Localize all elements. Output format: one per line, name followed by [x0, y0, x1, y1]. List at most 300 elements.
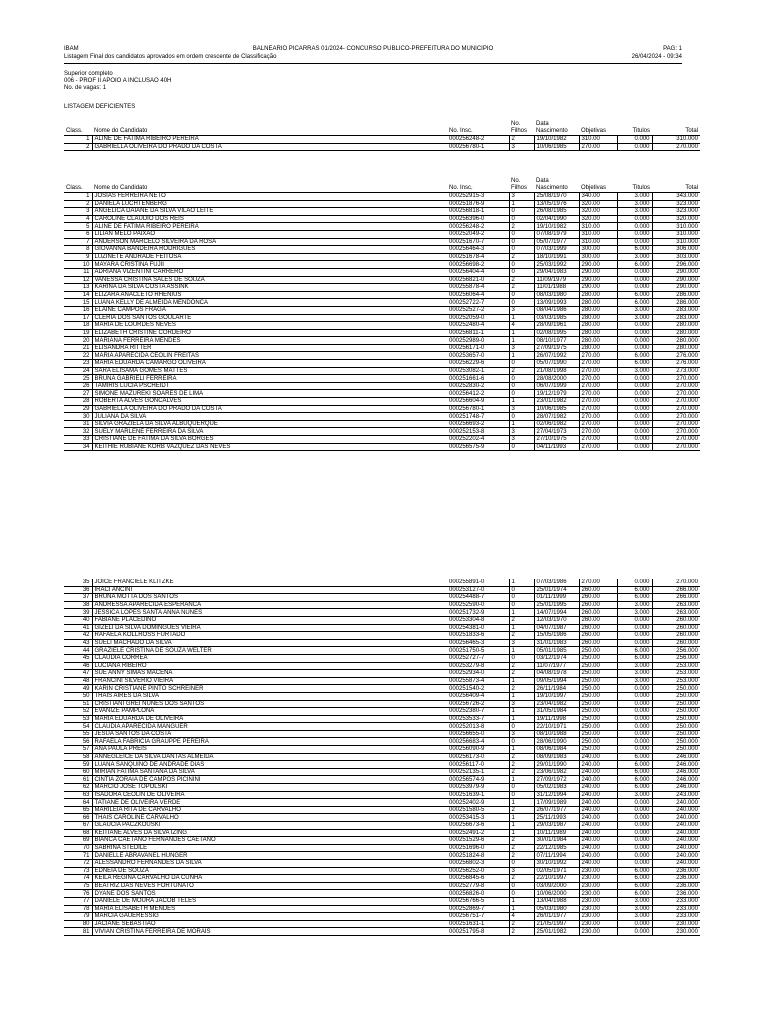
cell-birth: 30/01/1984 [534, 837, 579, 845]
table-row [64, 692, 700, 700]
col-insc-header: No. Insc. [447, 178, 509, 193]
cell-birth: 28/09/1961 [534, 322, 579, 330]
cell-objectives: 250.00 [579, 662, 617, 670]
cell-objectives: 240.00 [579, 852, 617, 860]
cell-children: 2 [509, 276, 534, 284]
cell-birth: 25/01/1995 [534, 601, 579, 609]
cell-children: 2 [509, 632, 534, 640]
cell-name: VIVIAN CRISTINA FERREIRA DE MORAIS [92, 928, 447, 936]
cell-birth: 07/03/1999 [534, 246, 579, 254]
cell-class: 5 [64, 223, 92, 231]
cell-objectives: 240.00 [579, 814, 617, 822]
cell-titles: 6.000 [617, 761, 652, 769]
cell-class: 41 [64, 624, 92, 632]
cell-children: 1 [509, 624, 534, 632]
cell-objectives: 250.00 [579, 692, 617, 700]
cell-class: 36 [64, 586, 92, 594]
cell-titles: 3.000 [617, 662, 652, 670]
cell-name: SABRINA STEDILE [92, 844, 447, 852]
cell-class: 48 [64, 677, 92, 685]
table-row [64, 715, 700, 723]
cell-objectives: 250.00 [579, 700, 617, 708]
cell-children: 3 [509, 193, 534, 201]
cell-birth: 26/01/1977 [534, 913, 579, 921]
cell-name: KARINA DA SILVA COSTA ASSINK [92, 284, 447, 292]
cell-titles: 0.000 [617, 814, 652, 822]
cell-titles: 6.000 [617, 753, 652, 761]
cell-objectives: 230.00 [579, 890, 617, 898]
cell-birth: 03/12/1974 [534, 654, 579, 662]
cell-children: 2 [509, 920, 534, 928]
cell-total: 306.000 [652, 246, 700, 254]
cell-class: 49 [64, 685, 92, 693]
cell-titles: 3.000 [617, 193, 652, 201]
table-row [64, 730, 700, 738]
col-titles-header: Titulos [617, 121, 652, 136]
cell-birth: 04/07/1987 [534, 624, 579, 632]
cell-children: 1 [509, 329, 534, 337]
cell-name: CINTIA ZORAIA DE CAMPOS PICININI [92, 776, 447, 784]
cell-children: 0 [509, 382, 534, 390]
cell-children: 3 [509, 143, 534, 151]
cell-class: 71 [64, 852, 92, 860]
cell-name: ELISANDRA RITTER [92, 344, 447, 352]
cell-class: 69 [64, 837, 92, 845]
cell-birth: 31/01/1983 [534, 639, 579, 647]
cell-objectives: 270.00 [579, 390, 617, 398]
cell-class: 13 [64, 284, 92, 292]
cell-total: 246.000 [652, 776, 700, 784]
cell-children: 0 [509, 215, 534, 223]
cell-insc: 000256252-0 [447, 867, 509, 875]
table-row [64, 344, 700, 352]
cell-name: ALINE DE FATIMA RIBEIRO PEREIRA [92, 136, 447, 144]
cell-children: 0 [509, 586, 534, 594]
cell-class: 61 [64, 776, 92, 784]
cell-titles: 0.000 [617, 344, 652, 352]
cell-name: ELAINE CAMPOS FRAGA [92, 306, 447, 314]
cell-birth: 09/05/1994 [534, 677, 579, 685]
cell-class: 26 [64, 382, 92, 390]
cell-children: 2 [509, 616, 534, 624]
cell-name: TATIANE DE OLIVEIRA VERDE [92, 799, 447, 807]
cell-total: 240.000 [652, 814, 700, 822]
cell-titles: 0.000 [617, 738, 652, 746]
cell-children: 1 [509, 905, 534, 913]
cell-objectives: 270.00 [579, 413, 617, 421]
cell-children: 1 [509, 420, 534, 428]
cell-titles: 6.000 [617, 647, 652, 655]
cell-birth: 28/08/2000 [534, 375, 579, 383]
cell-insc: 000256673-6 [447, 822, 509, 830]
table-row [64, 677, 700, 685]
cell-children: 2 [509, 761, 534, 769]
page-number: PAG: 1 [663, 46, 682, 52]
cell-objectives: 240.00 [579, 776, 617, 784]
cell-objectives: 270.00 [579, 420, 617, 428]
cell-titles: 6.000 [617, 352, 652, 360]
cell-name: EVANIZE PAMPLONA [92, 708, 447, 716]
cell-total: 250.000 [652, 723, 700, 731]
cell-name: DANIELLE ABRAVANEL HUNGER [92, 852, 447, 860]
col-class-header: Class. [64, 178, 92, 193]
cell-insc: 000251795-8 [447, 928, 509, 936]
table-row [64, 700, 700, 708]
table-row [64, 314, 700, 322]
cell-objectives: 280.00 [579, 329, 617, 337]
cell-insc: 000256826-0 [447, 890, 509, 898]
cell-insc: 000252402-9 [447, 799, 509, 807]
cell-insc: 000252480-4 [447, 322, 509, 330]
table-row [64, 230, 700, 238]
cell-birth: 08/03/1980 [534, 291, 579, 299]
cell-total: 270.000 [652, 398, 700, 406]
cell-insc: 000256818-1 [447, 208, 509, 216]
cell-children: 2 [509, 768, 534, 776]
cell-total: 270.000 [652, 143, 700, 151]
cell-objectives: 270.00 [579, 436, 617, 444]
cell-class: 52 [64, 708, 92, 716]
cell-total: 270.000 [652, 382, 700, 390]
cell-children: 1 [509, 897, 534, 905]
cell-objectives: 230.00 [579, 905, 617, 913]
cell-objectives: 240.00 [579, 822, 617, 830]
cell-insc: 000256409-4 [447, 692, 509, 700]
cell-birth: 01/11/1999 [534, 594, 579, 602]
cell-insc: 000253979-9 [447, 784, 509, 792]
cell-total: 343.000 [652, 193, 700, 201]
cell-objectives: 300.00 [579, 253, 617, 261]
cell-objectives: 250.00 [579, 685, 617, 693]
cell-birth: 13/05/1976 [534, 200, 579, 208]
table-row [64, 723, 700, 731]
cell-titles: 6.000 [617, 784, 652, 792]
cell-name: SUELY MARLENE FERREIRA DA SILVA [92, 428, 447, 436]
cell-class: 54 [64, 723, 92, 731]
cell-children: 2 [509, 253, 534, 261]
cell-titles: 6.000 [617, 261, 652, 269]
cell-objectives: 250.00 [579, 723, 617, 731]
table-row [64, 443, 700, 451]
vacancies-count: No. de vagas: 1 [64, 85, 107, 91]
cell-titles: 6.000 [617, 768, 652, 776]
cell-children: 0 [509, 291, 534, 299]
cell-children: 2 [509, 367, 534, 375]
table-header-row [64, 178, 700, 193]
cell-objectives: 250.00 [579, 654, 617, 662]
cell-name: JOSIAS FERREIRA NETO [92, 193, 447, 201]
cell-children: 0 [509, 601, 534, 609]
cell-birth: 26/11/1984 [534, 685, 579, 693]
cell-name: VANESSA CRISTINA SALES DE SOUZA [92, 276, 447, 284]
cell-insc: 000256751-7 [447, 913, 509, 921]
cell-children: 1 [509, 352, 534, 360]
cell-insc: 000252527-2 [447, 306, 509, 314]
cell-total: 280.000 [652, 322, 700, 330]
table-row [64, 829, 700, 837]
cell-name: BEATRIZ DAS NEVES FORTUNATO [92, 882, 447, 890]
cell-titles: 0.000 [617, 284, 652, 292]
cell-children: 1 [509, 776, 534, 784]
cell-class: 1 [64, 193, 92, 201]
cell-class: 73 [64, 867, 92, 875]
cell-class: 30 [64, 413, 92, 421]
cell-name: ANNEGLEICE DA SILVA DANTAS ALMEIDA [92, 753, 447, 761]
cell-name: GLAUCIA PACZKOUSKI [92, 822, 447, 830]
table-row [64, 837, 700, 845]
cell-objectives: 260.00 [579, 616, 617, 624]
cell-objectives: 320.00 [579, 215, 617, 223]
table-row [64, 428, 700, 436]
cell-titles: 6.000 [617, 246, 652, 254]
cell-objectives: 290.00 [579, 268, 617, 276]
table-row [64, 791, 700, 799]
cell-class: 43 [64, 639, 92, 647]
cell-objectives: 320.00 [579, 200, 617, 208]
cell-children: 0 [509, 208, 534, 216]
cell-name: GRAZIELE CRISTINA DE SOUZA WELTER [92, 647, 447, 655]
cell-insc: 000251670-7 [447, 238, 509, 246]
cell-insc: 000256412-2 [447, 390, 509, 398]
cell-children: 1 [509, 746, 534, 754]
cell-children: 3 [509, 428, 534, 436]
cell-titles: 3.000 [617, 367, 652, 375]
table-row [64, 268, 700, 276]
cell-birth: 26/07/1977 [534, 806, 579, 814]
cell-objectives: 230.00 [579, 867, 617, 875]
cell-insc: 000256780-1 [447, 143, 509, 151]
cell-name: LILIAN MELO PAIXAO [92, 230, 447, 238]
cell-total: 253.000 [652, 677, 700, 685]
cell-objectives: 310.00 [579, 136, 617, 144]
cell-children: 3 [509, 344, 534, 352]
cell-birth: 23/06/1982 [534, 768, 579, 776]
section-title: LISTAGEM DEFICIENTES [64, 104, 136, 110]
cell-titles: 0.000 [617, 822, 652, 830]
cell-total: 236.000 [652, 875, 700, 883]
cell-objectives: 230.00 [579, 928, 617, 936]
cell-objectives: 230.00 [579, 913, 617, 921]
cell-titles: 0.000 [617, 390, 652, 398]
cell-class: 22 [64, 352, 92, 360]
cell-birth: 11/01/1988 [534, 284, 579, 292]
cell-objectives: 240.00 [579, 837, 617, 845]
table-row [64, 382, 700, 390]
cell-total: 246.000 [652, 761, 700, 769]
col-children-header-line: No. [511, 178, 521, 184]
cell-titles: 0.000 [617, 632, 652, 640]
cell-name: ADRIANA VIZENTINI CARRERO [92, 268, 447, 276]
cell-name: JULIANA DA SILVA [92, 413, 447, 421]
table-row [64, 601, 700, 609]
cell-total: 253.000 [652, 662, 700, 670]
table-row [64, 913, 700, 921]
col-children-header-line: Filhos [511, 184, 528, 191]
cell-total: 260.000 [652, 616, 700, 624]
cell-titles: 6.000 [617, 594, 652, 602]
cell-insc: 000256726-2 [447, 700, 509, 708]
cell-birth: 11/09/1979 [534, 276, 579, 284]
cell-total: 280.000 [652, 337, 700, 345]
cell-children: 0 [509, 390, 534, 398]
cell-class: 24 [64, 367, 92, 375]
cell-titles: 3.000 [617, 253, 652, 261]
table-row [64, 329, 700, 337]
cell-insc: 000256117-0 [447, 761, 509, 769]
table-header-row [64, 121, 700, 136]
cell-children: 0 [509, 723, 534, 731]
cell-objectives: 270.00 [579, 405, 617, 413]
cell-insc: 000254381-0 [447, 624, 509, 632]
general-table [64, 178, 700, 451]
cell-titles: 0.000 [617, 799, 652, 807]
cell-objectives: 260.00 [579, 639, 617, 647]
table-row [64, 920, 700, 928]
cell-objectives: 250.00 [579, 730, 617, 738]
cell-class: 37 [64, 594, 92, 602]
cell-insc: 000251661-6 [447, 375, 509, 383]
cell-children: 0 [509, 890, 534, 898]
cell-birth: 10/06/2000 [534, 890, 579, 898]
cell-titles: 0.000 [617, 382, 652, 390]
cell-total: 260.000 [652, 639, 700, 647]
cell-insc: 000253415-3 [447, 814, 509, 822]
cell-titles: 6.000 [617, 360, 652, 368]
cell-class: 39 [64, 609, 92, 617]
cell-class: 4 [64, 215, 92, 223]
cell-class: 79 [64, 913, 92, 921]
cell-titles: 6.000 [617, 776, 652, 784]
cell-insc: 000252989-0 [447, 337, 509, 345]
cell-total: 240.000 [652, 822, 700, 830]
cell-birth: 23/04/1982 [534, 700, 579, 708]
cell-titles: 0.000 [617, 329, 652, 337]
table-row [64, 193, 700, 201]
cell-birth: 21/08/1998 [534, 367, 579, 375]
cell-insc: 000255873-4 [447, 677, 509, 685]
cell-total: 260.000 [652, 632, 700, 640]
cell-birth: 27/04/1973 [534, 428, 579, 436]
cell-children: 0 [509, 230, 534, 238]
cell-birth: 07/11/1994 [534, 852, 579, 860]
cell-objectives: 280.00 [579, 314, 617, 322]
cell-titles: 3.000 [617, 306, 652, 314]
cell-children: 0 [509, 738, 534, 746]
cell-class: 18 [64, 322, 92, 330]
table-row [64, 337, 700, 345]
table-row [64, 223, 700, 231]
cell-titles: 3.000 [617, 913, 652, 921]
cell-birth: 07/08/1979 [534, 230, 579, 238]
table-row [64, 890, 700, 898]
cell-titles: 3.000 [617, 200, 652, 208]
cell-birth: 04/11/1993 [534, 443, 579, 451]
cell-children: 2 [509, 753, 534, 761]
cell-titles: 3.000 [617, 897, 652, 905]
cell-insc: 000253082-1 [447, 367, 509, 375]
cell-total: 253.000 [652, 670, 700, 678]
cell-name: DANIELA LUCHTENBERG [92, 200, 447, 208]
table-row [64, 322, 700, 330]
cell-children: 1 [509, 677, 534, 685]
cell-titles: 0.000 [617, 443, 652, 451]
cell-total: 310.000 [652, 223, 700, 231]
cell-total: 286.000 [652, 291, 700, 299]
cell-class: 66 [64, 814, 92, 822]
cell-name: GABRIELLA OLIVEIRA DO PRADO DA COSTA [92, 405, 447, 413]
cell-children: 0 [509, 882, 534, 890]
cell-total: 296.000 [652, 261, 700, 269]
cell-class: 35 [64, 579, 92, 586]
cell-titles: 3.000 [617, 314, 652, 322]
cell-objectives: 280.00 [579, 322, 617, 330]
cell-insc: 000251678-4 [447, 253, 509, 261]
cell-titles: 0.000 [617, 859, 652, 867]
cell-objectives: 270.00 [579, 375, 617, 383]
cell-total: 240.000 [652, 859, 700, 867]
table-row [64, 859, 700, 867]
table-row [64, 882, 700, 890]
cell-objectives: 270.00 [579, 367, 617, 375]
cell-total: 250.000 [652, 738, 700, 746]
cell-insc: 000252049-2 [447, 230, 509, 238]
cell-insc: 000252013-8 [447, 723, 509, 731]
cell-children: 3 [509, 867, 534, 875]
cell-children: 3 [509, 639, 534, 647]
cell-birth: 27/09/1975 [534, 344, 579, 352]
cell-insc: 000255878-4 [447, 284, 509, 292]
cell-birth: 26/07/1992 [534, 352, 579, 360]
cell-objectives: 250.00 [579, 715, 617, 723]
cell-titles: 0.000 [617, 579, 652, 586]
report-datetime: 26/04/2024 - 09:34 [631, 54, 682, 60]
cell-objectives: 270.00 [579, 382, 617, 390]
cell-insc: 000252059-0 [447, 314, 509, 322]
cell-birth: 30/10/1992 [534, 859, 579, 867]
cell-class: 42 [64, 632, 92, 640]
cell-birth: 26/08/1985 [534, 208, 579, 216]
cell-titles: 6.000 [617, 299, 652, 307]
cell-class: 58 [64, 753, 92, 761]
cell-children: 1 [509, 579, 534, 586]
cell-total: 276.000 [652, 352, 700, 360]
table-row [64, 822, 700, 830]
cell-class: 72 [64, 859, 92, 867]
cell-name: MARIA APARECIDA CEOLIN FREITAS [92, 352, 447, 360]
cell-objectives: 230.00 [579, 897, 617, 905]
cell-class: 23 [64, 360, 92, 368]
cell-class: 62 [64, 784, 92, 792]
table-row [64, 624, 700, 632]
cell-objectives: 270.00 [579, 443, 617, 451]
cell-titles: 3.000 [617, 208, 652, 216]
cell-children: 2 [509, 806, 534, 814]
cell-insc: 000251580-5 [447, 806, 509, 814]
table-row [64, 609, 700, 617]
cell-name: CLERIA DOS SANTOS GOULARTE [92, 314, 447, 322]
cell-birth: 08/10/1988 [534, 730, 579, 738]
table-row [64, 136, 700, 144]
cell-insc: 000256655-0 [447, 730, 509, 738]
table-row [64, 867, 700, 875]
cell-objectives: 240.00 [579, 791, 617, 799]
col-children-header [509, 178, 534, 193]
cell-children: 0 [509, 859, 534, 867]
cell-class: 68 [64, 829, 92, 837]
table-row [64, 776, 700, 784]
cell-children: 1 [509, 647, 534, 655]
table-row [64, 367, 700, 375]
